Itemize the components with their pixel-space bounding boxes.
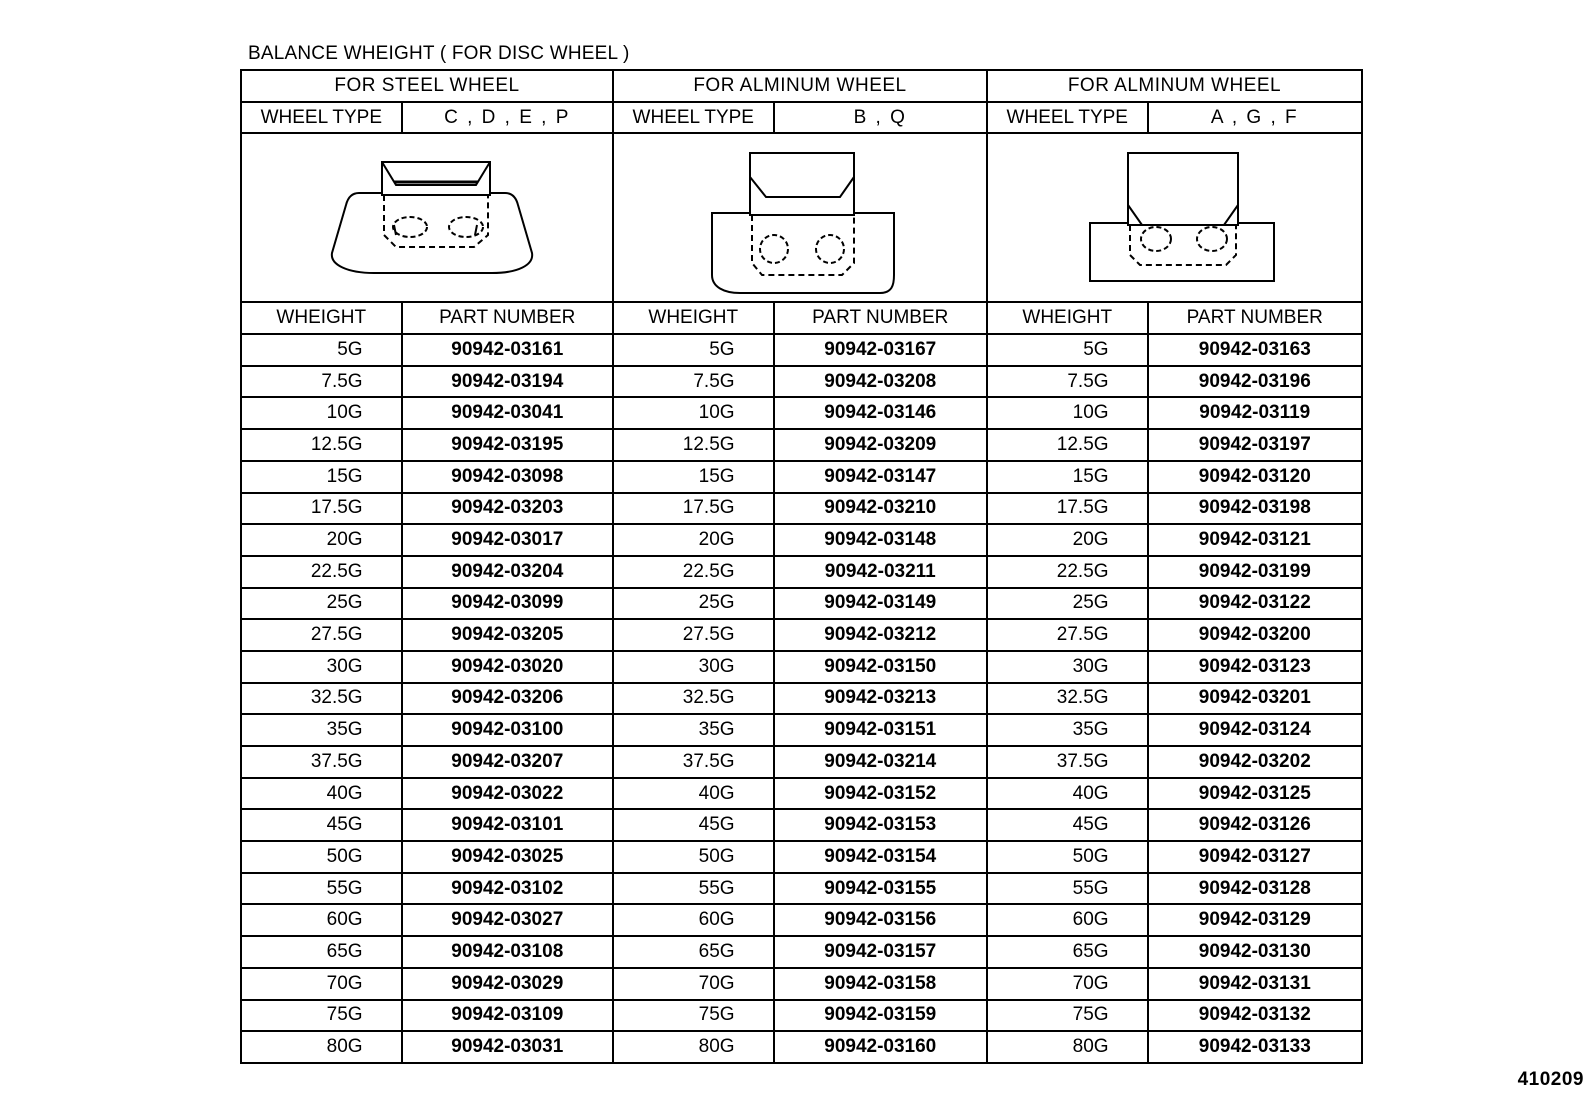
part-number-cell: 90942-03099 xyxy=(402,588,613,620)
part-number-cell: 90942-03128 xyxy=(1148,873,1362,905)
group-title-steel: FOR STEEL WHEEL xyxy=(241,70,613,102)
weight-cell: 12.5G xyxy=(613,429,774,461)
part-number-cell: 90942-03149 xyxy=(774,588,987,620)
weight-cell: 17.5G xyxy=(241,493,402,525)
part-number-cell: 90942-03123 xyxy=(1148,651,1362,683)
table-row xyxy=(241,429,1362,461)
part-number-cell: 90942-03195 xyxy=(402,429,613,461)
table-row xyxy=(241,936,1362,968)
weight-cell: 10G xyxy=(241,397,402,429)
part-number-cell: 90942-03131 xyxy=(1148,968,1362,1000)
part-number-cell: 90942-03198 xyxy=(1148,493,1362,525)
weight-cell: 25G xyxy=(613,588,774,620)
weight-cell: 75G xyxy=(987,1000,1148,1032)
weight-column-header: WHEIGHT xyxy=(613,302,774,334)
weight-cell: 22.5G xyxy=(613,556,774,588)
weight-cell: 32.5G xyxy=(241,683,402,715)
part-number-cell: 90942-03133 xyxy=(1148,1031,1362,1063)
part-number-cell: 90942-03196 xyxy=(1148,366,1362,398)
weight-cell: 65G xyxy=(241,936,402,968)
table-row xyxy=(241,556,1362,588)
weight-cell: 7.5G xyxy=(241,366,402,398)
table-row xyxy=(241,1031,1362,1063)
part-number-cell: 90942-03152 xyxy=(774,778,987,810)
weight-cell: 55G xyxy=(241,873,402,905)
weight-cell: 70G xyxy=(241,968,402,1000)
part-number-column-header: PART NUMBER xyxy=(1148,302,1362,334)
weight-cell: 55G xyxy=(987,873,1148,905)
part-number-cell: 90942-03120 xyxy=(1148,461,1362,493)
part-number-cell: 90942-03027 xyxy=(402,904,613,936)
part-number-cell: 90942-03208 xyxy=(774,366,987,398)
part-number-cell: 90942-03148 xyxy=(774,524,987,556)
part-number-cell: 90942-03204 xyxy=(402,556,613,588)
weight-cell: 40G xyxy=(241,778,402,810)
table-row xyxy=(241,778,1362,810)
weight-cell: 10G xyxy=(613,397,774,429)
table-row xyxy=(241,746,1362,778)
weight-cell: 60G xyxy=(613,904,774,936)
part-number-cell: 90942-03147 xyxy=(774,461,987,493)
wheel-type-label: WHEEL TYPE xyxy=(613,102,774,134)
part-number-cell: 90942-03200 xyxy=(1148,619,1362,651)
part-number-cell: 90942-03207 xyxy=(402,746,613,778)
weight-column-header: WHEIGHT xyxy=(241,302,402,334)
weight-cell: 37.5G xyxy=(613,746,774,778)
wheel-type-value: B , Q xyxy=(774,102,987,134)
part-number-cell: 90942-03205 xyxy=(402,619,613,651)
table-row xyxy=(241,809,1362,841)
part-number-column-header: PART NUMBER xyxy=(774,302,987,334)
part-number-cell: 90942-03154 xyxy=(774,841,987,873)
weight-cell: 70G xyxy=(987,968,1148,1000)
part-number-cell: 90942-03212 xyxy=(774,619,987,651)
table-row xyxy=(241,397,1362,429)
part-number-cell: 90942-03213 xyxy=(774,683,987,715)
weight-cell: 35G xyxy=(613,714,774,746)
weight-cell: 65G xyxy=(613,936,774,968)
weight-cell: 35G xyxy=(241,714,402,746)
wheel-type-label: WHEEL TYPE xyxy=(987,102,1148,134)
part-number-cell: 90942-03194 xyxy=(402,366,613,398)
table-row xyxy=(241,461,1362,493)
weight-cell: 20G xyxy=(613,524,774,556)
weight-cell: 25G xyxy=(987,588,1148,620)
part-number-cell: 90942-03132 xyxy=(1148,1000,1362,1032)
part-number-cell: 90942-03203 xyxy=(402,493,613,525)
table-row xyxy=(241,493,1362,525)
weight-cell: 32.5G xyxy=(613,683,774,715)
part-number-cell: 90942-03151 xyxy=(774,714,987,746)
part-number-cell: 90942-03108 xyxy=(402,936,613,968)
weight-cell: 65G xyxy=(987,936,1148,968)
weight-cell: 15G xyxy=(241,461,402,493)
weight-cell: 30G xyxy=(987,651,1148,683)
aluminum-wheel-weight-diagram-bq xyxy=(613,133,987,302)
part-number-cell: 90942-03125 xyxy=(1148,778,1362,810)
weight-cell: 70G xyxy=(613,968,774,1000)
wheel-type-value: C , D , E , P xyxy=(402,102,613,134)
weight-cell: 55G xyxy=(613,873,774,905)
part-number-cell: 90942-03159 xyxy=(774,1000,987,1032)
weight-cell: 5G xyxy=(613,334,774,366)
part-number-cell: 90942-03206 xyxy=(402,683,613,715)
weight-cell: 60G xyxy=(987,904,1148,936)
part-number-cell: 90942-03214 xyxy=(774,746,987,778)
weight-cell: 7.5G xyxy=(613,366,774,398)
balance-weight-table xyxy=(240,69,1363,1064)
weight-cell: 5G xyxy=(987,334,1148,366)
weight-cell: 17.5G xyxy=(987,493,1148,525)
part-number-cell: 90942-03201 xyxy=(1148,683,1362,715)
weight-cell: 12.5G xyxy=(241,429,402,461)
aluminum-agf-weight-drawing xyxy=(990,135,1359,300)
weight-cell: 7.5G xyxy=(987,366,1148,398)
part-number-cell: 90942-03126 xyxy=(1148,809,1362,841)
part-number-cell: 90942-03160 xyxy=(774,1031,987,1063)
weight-cell: 45G xyxy=(613,809,774,841)
table-row xyxy=(241,873,1362,905)
table-row xyxy=(241,1000,1362,1032)
weight-cell: 45G xyxy=(987,809,1148,841)
weight-cell: 25G xyxy=(241,588,402,620)
part-number-cell: 90942-03199 xyxy=(1148,556,1362,588)
part-number-cell: 90942-03197 xyxy=(1148,429,1362,461)
part-number-cell: 90942-03100 xyxy=(402,714,613,746)
weight-cell: 27.5G xyxy=(987,619,1148,651)
part-number-cell: 90942-03124 xyxy=(1148,714,1362,746)
table-row xyxy=(241,651,1362,683)
table-row xyxy=(241,714,1362,746)
weight-column-header: WHEIGHT xyxy=(987,302,1148,334)
weight-cell: 60G xyxy=(241,904,402,936)
part-number-cell: 90942-03202 xyxy=(1148,746,1362,778)
part-number-column-header: PART NUMBER xyxy=(402,302,613,334)
part-number-cell: 90942-03121 xyxy=(1148,524,1362,556)
part-number-cell: 90942-03167 xyxy=(774,334,987,366)
column-header-row xyxy=(241,302,1362,334)
table-row xyxy=(241,968,1362,1000)
weight-cell: 50G xyxy=(241,841,402,873)
weight-cell: 5G xyxy=(241,334,402,366)
diagram-row xyxy=(241,133,1362,302)
weight-cell: 40G xyxy=(613,778,774,810)
figure-code: 410209 xyxy=(1517,1069,1584,1090)
weight-cell: 30G xyxy=(613,651,774,683)
weight-cell: 20G xyxy=(987,524,1148,556)
table-row xyxy=(241,619,1362,651)
wheel-type-label: WHEEL TYPE xyxy=(241,102,402,134)
part-number-cell: 90942-03155 xyxy=(774,873,987,905)
weight-cell: 20G xyxy=(241,524,402,556)
part-number-cell: 90942-03210 xyxy=(774,493,987,525)
part-number-cell: 90942-03022 xyxy=(402,778,613,810)
table-row xyxy=(241,683,1362,715)
weight-cell: 12.5G xyxy=(987,429,1148,461)
weight-cell: 15G xyxy=(987,461,1148,493)
part-number-cell: 90942-03209 xyxy=(774,429,987,461)
aluminum-wheel-weight-diagram-agf xyxy=(987,133,1362,302)
weight-cell: 15G xyxy=(613,461,774,493)
weight-cell: 27.5G xyxy=(241,619,402,651)
group-title-aluminum-agf: FOR ALMINUM WHEEL xyxy=(987,70,1362,102)
weight-cell: 80G xyxy=(613,1031,774,1063)
table-row xyxy=(241,588,1362,620)
group-header-row xyxy=(241,70,1362,102)
part-number-cell: 90942-03150 xyxy=(774,651,987,683)
part-number-cell: 90942-03031 xyxy=(402,1031,613,1063)
weight-cell: 37.5G xyxy=(987,746,1148,778)
table-row xyxy=(241,904,1362,936)
weight-cell: 17.5G xyxy=(613,493,774,525)
part-number-cell: 90942-03029 xyxy=(402,968,613,1000)
weight-cell: 75G xyxy=(613,1000,774,1032)
weight-cell: 50G xyxy=(613,841,774,873)
part-number-cell: 90942-03157 xyxy=(774,936,987,968)
part-number-cell: 90942-03119 xyxy=(1148,397,1362,429)
part-number-cell: 90942-03122 xyxy=(1148,588,1362,620)
part-number-cell: 90942-03146 xyxy=(774,397,987,429)
part-number-cell: 90942-03156 xyxy=(774,904,987,936)
part-number-cell: 90942-03211 xyxy=(774,556,987,588)
part-number-cell: 90942-03102 xyxy=(402,873,613,905)
weight-cell: 45G xyxy=(241,809,402,841)
wheel-type-value: A , G , F xyxy=(1148,102,1362,134)
part-number-cell: 90942-03130 xyxy=(1148,936,1362,968)
weight-cell: 50G xyxy=(987,841,1148,873)
table-title: BALANCE WHEIGHT ( FOR DISC WHEEL ) xyxy=(248,43,630,64)
part-number-cell: 90942-03025 xyxy=(402,841,613,873)
weight-cell: 22.5G xyxy=(987,556,1148,588)
part-number-cell: 90942-03153 xyxy=(774,809,987,841)
weight-cell: 80G xyxy=(241,1031,402,1063)
weight-cell: 32.5G xyxy=(987,683,1148,715)
table-row xyxy=(241,366,1362,398)
part-number-cell: 90942-03101 xyxy=(402,809,613,841)
weight-cell: 75G xyxy=(241,1000,402,1032)
table-row xyxy=(241,841,1362,873)
weight-cell: 10G xyxy=(987,397,1148,429)
table-row xyxy=(241,334,1362,366)
wheel-type-row xyxy=(241,102,1362,134)
part-number-cell: 90942-03041 xyxy=(402,397,613,429)
aluminum-bq-weight-drawing xyxy=(616,135,984,300)
part-number-cell: 90942-03163 xyxy=(1148,334,1362,366)
part-number-cell: 90942-03017 xyxy=(402,524,613,556)
part-number-cell: 90942-03161 xyxy=(402,334,613,366)
part-number-cell: 90942-03098 xyxy=(402,461,613,493)
weight-cell: 80G xyxy=(987,1031,1148,1063)
part-number-cell: 90942-03129 xyxy=(1148,904,1362,936)
weight-cell: 40G xyxy=(987,778,1148,810)
weight-cell: 35G xyxy=(987,714,1148,746)
part-number-cell: 90942-03020 xyxy=(402,651,613,683)
weight-cell: 37.5G xyxy=(241,746,402,778)
steel-wheel-weight-drawing xyxy=(244,135,610,300)
part-number-cell: 90942-03158 xyxy=(774,968,987,1000)
weight-cell: 27.5G xyxy=(613,619,774,651)
steel-wheel-weight-diagram xyxy=(241,133,613,302)
table-row xyxy=(241,524,1362,556)
group-title-aluminum-bq: FOR ALMINUM WHEEL xyxy=(613,70,987,102)
part-number-cell: 90942-03109 xyxy=(402,1000,613,1032)
weight-cell: 22.5G xyxy=(241,556,402,588)
weight-cell: 30G xyxy=(241,651,402,683)
part-number-cell: 90942-03127 xyxy=(1148,841,1362,873)
